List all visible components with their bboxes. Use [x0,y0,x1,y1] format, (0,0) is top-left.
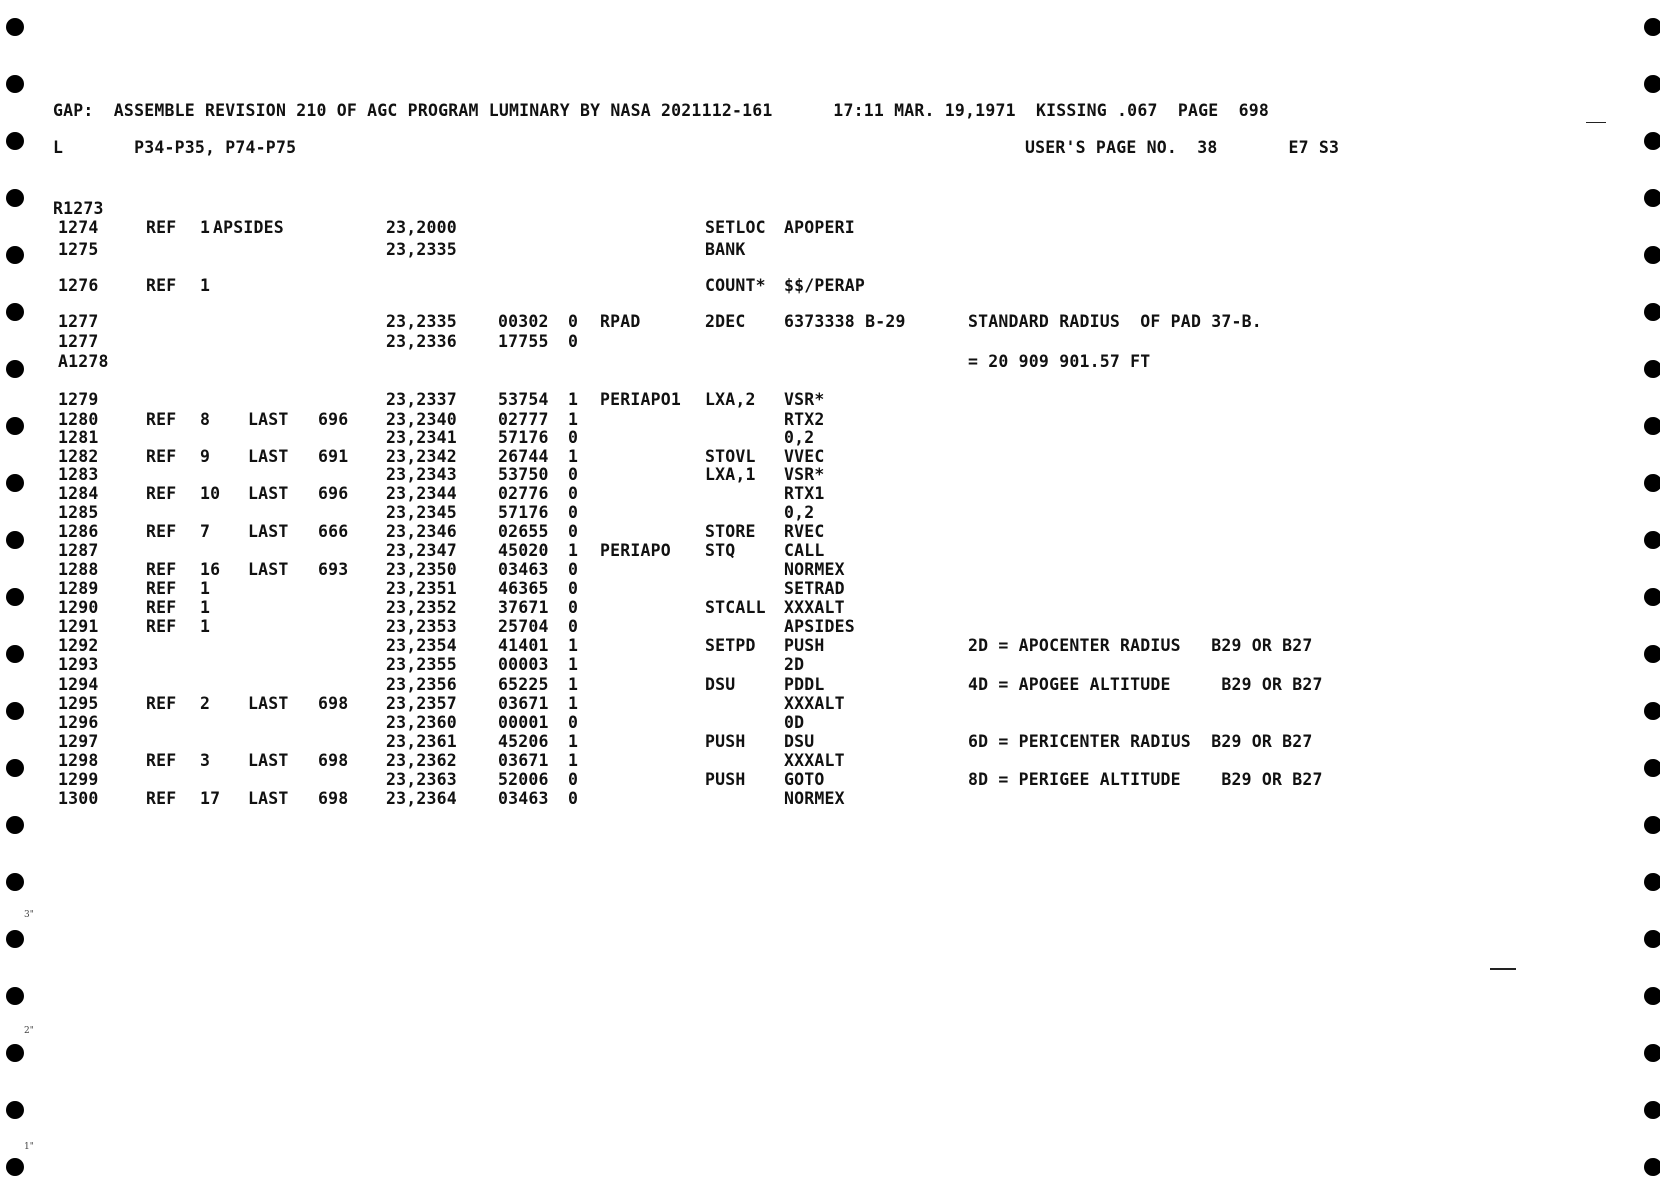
parity-flag: 0 [568,598,579,617]
parity-flag: 1 [568,732,579,751]
header-line-2-left: L P34-P35, P74-P75 [53,138,297,157]
ref-count: 2 [200,694,211,713]
octal-word: 45020 [498,541,549,560]
address: 23,2354 [386,636,457,655]
address: 23,2345 [386,503,457,522]
sprocket-hole [6,18,24,36]
ref-tag: REF [146,579,177,598]
address: 23,2337 [386,390,457,409]
octal-word: 25704 [498,617,549,636]
operand: PDDL [784,675,825,694]
card-number: 1298 [58,751,99,770]
sprocket-hole [1644,474,1660,492]
card-number: A1278 [58,352,109,371]
comment: 2D = APOCENTER RADIUS B29 OR B27 [968,636,1313,655]
parity-flag: 0 [568,617,579,636]
address: 23,2362 [386,751,457,770]
ref-tag: REF [146,218,177,237]
opcode: STCALL [705,598,766,617]
parity-flag: 1 [568,675,579,694]
margin-mark-3in: 3" [24,910,34,920]
address: 23,2363 [386,770,457,789]
sprocket-hole [1644,1158,1660,1176]
last-tag: LAST [248,410,289,429]
address: 23,2346 [386,522,457,541]
sprocket-hole [6,588,24,606]
operand: 2D [784,655,805,674]
card-number: 1284 [58,484,99,503]
parity-flag: 0 [568,312,579,331]
operand: APSIDES [784,617,855,636]
card-number: 1295 [58,694,99,713]
octal-word: 53750 [498,465,549,484]
octal-word: 00003 [498,655,549,674]
sprocket-hole [1644,702,1660,720]
card-number: 1288 [58,560,99,579]
address: 23,2335 [386,240,457,259]
octal-word: 03463 [498,789,549,808]
address: 23,2347 [386,541,457,560]
address: 23,2352 [386,598,457,617]
opcode: STQ [705,541,736,560]
operand: RVEC [784,522,825,541]
card-number: 1274 [58,218,99,237]
card-number: 1297 [58,732,99,751]
address: 23,2356 [386,675,457,694]
parity-flag: 1 [568,541,579,560]
card-number: 1287 [58,541,99,560]
operand: VSR* [784,390,825,409]
address: 23,2000 [386,218,457,237]
last-tag: LAST [248,789,289,808]
ref-tag: REF [146,694,177,713]
last-page: 696 [318,410,349,429]
address: 23,2361 [386,732,457,751]
operand: RTX2 [784,410,825,429]
comment: 6D = PERICENTER RADIUS B29 OR B27 [968,732,1313,751]
parity-flag: 1 [568,636,579,655]
sprocket-hole [1644,18,1660,36]
card-number: 1299 [58,770,99,789]
octal-word: 03671 [498,694,549,713]
sprocket-hole [6,702,24,720]
address: 23,2344 [386,484,457,503]
ref-tag: REF [146,751,177,770]
operand: NORMEX [784,560,845,579]
card-number: 1285 [58,503,99,522]
sprocket-hole [1644,759,1660,777]
address: 23,2364 [386,789,457,808]
ref-count: 1 [200,579,211,598]
card-number: 1279 [58,390,99,409]
operand: NORMEX [784,789,845,808]
margin-mark-2in: 2" [24,1026,34,1036]
octal-word: 02777 [498,410,549,429]
last-page: 691 [318,447,349,466]
operand: PUSH [784,636,825,655]
sprocket-hole [6,360,24,378]
opcode: BANK [705,240,746,259]
card-number: 1294 [58,675,99,694]
ref-tag: REF [146,276,177,295]
last-page: 693 [318,560,349,579]
header-line-2-right: USER'S PAGE NO. 38 E7 S3 [1025,138,1340,157]
card-number: 1282 [58,447,99,466]
address: 23,2353 [386,617,457,636]
stray-mark [1490,968,1516,970]
last-tag: LAST [248,522,289,541]
sprocket-hole [6,1158,24,1176]
operand: VSR* [784,465,825,484]
sprocket-hole [6,474,24,492]
operand: XXXALT [784,598,845,617]
operand: DSU [784,732,815,751]
card-number: 1283 [58,465,99,484]
sprocket-hole [1644,1044,1660,1062]
address: 23,2357 [386,694,457,713]
stray-mark [1586,122,1606,123]
parity-flag: 1 [568,447,579,466]
operand: $$/PERAP [784,276,866,295]
octal-word: 26744 [498,447,549,466]
sprocket-hole [6,303,24,321]
sprocket-hole [6,1044,24,1062]
last-page: 698 [318,751,349,770]
sprocket-hole [1644,417,1660,435]
ref-count: 1 [200,617,211,636]
ref-count: 9 [200,447,211,466]
operand: XXXALT [784,751,845,770]
ref-tag: REF [146,447,177,466]
address: 23,2355 [386,655,457,674]
card-number: 1277 [58,332,99,351]
last-tag: LAST [248,484,289,503]
margin-mark-1in: 1" [24,1142,34,1152]
opcode: LXA,1 [705,465,756,484]
octal-word: 45206 [498,732,549,751]
address: 23,2340 [386,410,457,429]
opcode: DSU [705,675,736,694]
ref-count: 10 [200,484,221,503]
comment: = 20 909 901.57 FT [968,352,1151,371]
sprocket-hole [1644,531,1660,549]
card-number: 1275 [58,240,99,259]
octal-word: 41401 [498,636,549,655]
sprocket-hole [1644,645,1660,663]
opcode: SETPD [705,636,756,655]
octal-word: 52006 [498,770,549,789]
address: 23,2360 [386,713,457,732]
operand: SETRAD [784,579,845,598]
address: 23,2342 [386,447,457,466]
parity-flag: 0 [568,789,579,808]
sprocket-hole [1644,132,1660,150]
octal-word: 53754 [498,390,549,409]
card-number: 1293 [58,655,99,674]
opcode: 2DEC [705,312,746,331]
parity-flag: 0 [568,579,579,598]
section-card-number: R1273 [53,199,104,218]
operand: 0,2 [784,428,815,447]
card-number: 1280 [58,410,99,429]
card-number: 1291 [58,617,99,636]
parity-flag: 0 [568,332,579,351]
last-page: 698 [318,789,349,808]
ref-count: 7 [200,522,211,541]
parity-flag: 0 [568,522,579,541]
octal-word: 65225 [498,675,549,694]
sprocket-hole [6,759,24,777]
sprocket-hole [1644,987,1660,1005]
sprocket-hole [6,930,24,948]
parity-flag: 0 [568,428,579,447]
card-number: 1286 [58,522,99,541]
card-number: 1296 [58,713,99,732]
opcode: PUSH [705,770,746,789]
opcode: PUSH [705,732,746,751]
opcode: STOVL [705,447,756,466]
sprocket-hole [6,189,24,207]
parity-flag: 0 [568,465,579,484]
parity-flag: 1 [568,410,579,429]
octal-word: 03463 [498,560,549,579]
operand: VVEC [784,447,825,466]
sprocket-hole [1644,360,1660,378]
operand: 6373338 B-29 [784,312,906,331]
sprocket-hole [1644,816,1660,834]
sprocket-hole [1644,303,1660,321]
sprocket-hole [6,246,24,264]
octal-word: 37671 [498,598,549,617]
card-number: 1276 [58,276,99,295]
operand: 0D [784,713,805,732]
ref-count: 1 [200,218,211,237]
octal-word: 02776 [498,484,549,503]
parity-flag: 1 [568,694,579,713]
octal-word: 02655 [498,522,549,541]
parity-flag: 0 [568,503,579,522]
card-number: 1292 [58,636,99,655]
operand: 0,2 [784,503,815,522]
sprocket-hole [6,75,24,93]
octal-word: 17755 [498,332,549,351]
card-number: 1289 [58,579,99,598]
comment: STANDARD RADIUS OF PAD 37-B. [968,312,1262,331]
opcode: LXA,2 [705,390,756,409]
label: PERIAPO1 [600,390,682,409]
card-number: 1290 [58,598,99,617]
ref-count: 16 [200,560,221,579]
address: 23,2335 [386,312,457,331]
ref-tag: REF [146,522,177,541]
sprocket-hole [1644,189,1660,207]
sprocket-hole [6,132,24,150]
sprocket-hole [1644,1101,1660,1119]
last-page: 696 [318,484,349,503]
ref-tag: REF [146,598,177,617]
label: RPAD [600,312,641,331]
sprocket-hole [6,1101,24,1119]
octal-word: 00001 [498,713,549,732]
card-number: 1300 [58,789,99,808]
opcode: STORE [705,522,756,541]
operand: XXXALT [784,694,845,713]
sprocket-hole [6,645,24,663]
ref-count: 3 [200,751,211,770]
label: PERIAPO [600,541,671,560]
operand: GOTO [784,770,825,789]
sprocket-hole [6,417,24,435]
header-line-1: GAP: ASSEMBLE REVISION 210 OF AGC PROGRAM LUMINARY BY NASA 2021112-161 17:11 MAR. 19,1971 KISSING .067 PAGE 698 [53,101,1270,120]
last-tag: LAST [248,694,289,713]
address: 23,2350 [386,560,457,579]
ref-count: 17 [200,789,221,808]
ref-count: 1 [200,598,211,617]
parity-flag: 0 [568,484,579,503]
octal-word: 57176 [498,503,549,522]
last-page: 698 [318,694,349,713]
ref-tag: REF [146,617,177,636]
octal-word: 46365 [498,579,549,598]
octal-word: 57176 [498,428,549,447]
octal-word: 03671 [498,751,549,770]
last-tag: LAST [248,447,289,466]
sprocket-hole [6,531,24,549]
operand: CALL [784,541,825,560]
sprocket-hole [1644,930,1660,948]
sprocket-hole [1644,246,1660,264]
last-page: 666 [318,522,349,541]
section-label: APSIDES [213,218,284,237]
ref-tag: REF [146,484,177,503]
address: 23,2341 [386,428,457,447]
sprocket-hole [6,816,24,834]
parity-flag: 1 [568,751,579,770]
ref-count: 1 [200,276,211,295]
address: 23,2351 [386,579,457,598]
last-tag: LAST [248,560,289,579]
ref-count: 8 [200,410,211,429]
parity-flag: 1 [568,655,579,674]
card-number: 1281 [58,428,99,447]
comment: 4D = APOGEE ALTITUDE B29 OR B27 [968,675,1323,694]
operand: RTX1 [784,484,825,503]
octal-word: 00302 [498,312,549,331]
sprocket-hole [1644,75,1660,93]
comment: 8D = PERIGEE ALTITUDE B29 OR B27 [968,770,1323,789]
parity-flag: 0 [568,770,579,789]
opcode: COUNT* [705,276,766,295]
sprocket-hole [1644,873,1660,891]
last-tag: LAST [248,751,289,770]
sprocket-hole [1644,588,1660,606]
address: 23,2336 [386,332,457,351]
opcode: SETLOC [705,218,766,237]
ref-tag: REF [146,560,177,579]
card-number: 1277 [58,312,99,331]
ref-tag: REF [146,789,177,808]
parity-flag: 0 [568,560,579,579]
parity-flag: 1 [568,390,579,409]
sprocket-hole [6,873,24,891]
sprocket-hole [6,987,24,1005]
operand: APOPERI [784,218,855,237]
parity-flag: 0 [568,713,579,732]
address: 23,2343 [386,465,457,484]
ref-tag: REF [146,410,177,429]
